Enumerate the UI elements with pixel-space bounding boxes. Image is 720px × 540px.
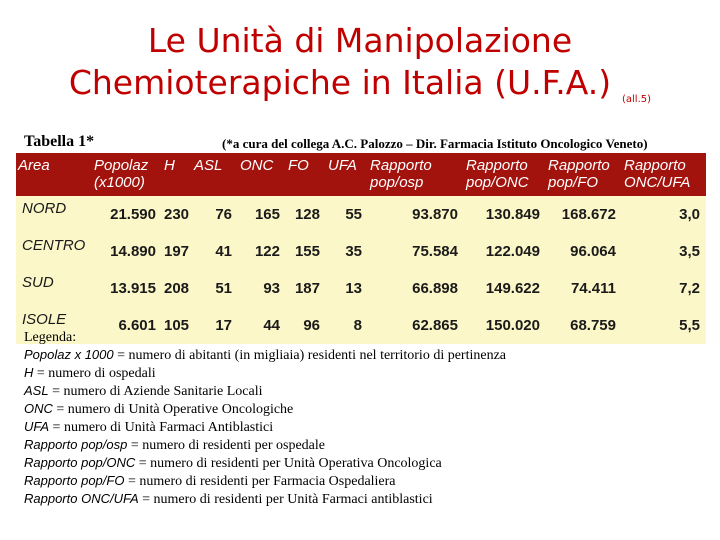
header-h: H	[164, 157, 175, 174]
cell-rapporto-pop-fo: 96.064	[570, 243, 616, 260]
slide-title-line-2: Chemioterapiche in Italia (U.F.A.)	[68, 63, 612, 102]
header-onc: ONC	[240, 157, 274, 174]
slide-title	[0, 20, 720, 104]
legend-desc: = numero di Unità Operative Oncologiche	[52, 402, 294, 417]
cell-area: ISOLE	[22, 311, 67, 328]
cell-rapporto-pop-osp: 66.898	[412, 280, 458, 297]
legend-desc: = numero di residenti per ospedale	[127, 438, 325, 453]
cell-rapporto-onc-ufa: 7,2	[679, 280, 700, 297]
table-caption: Tabella 1*	[24, 133, 95, 150]
cell-popolaz: 6.601	[118, 317, 156, 334]
table-row-sud	[16, 270, 706, 307]
legend-item	[24, 490, 506, 508]
cell-rapporto-pop-onc: 122.049	[485, 243, 540, 260]
legend-desc: = numero di residenti per Farmacia Ospedaliera	[124, 474, 396, 489]
cell-fo: 128	[294, 206, 320, 223]
cell-h: 197	[164, 243, 190, 260]
legend-term: ONC	[24, 401, 53, 416]
cell-ufa: 35	[345, 243, 362, 260]
data-table	[16, 153, 706, 344]
header-popolaz: Popolaz (x1000)	[94, 157, 149, 191]
legend-term: Rapporto pop/osp	[24, 437, 128, 452]
legend-term: UFA	[24, 419, 50, 434]
cell-h: 208	[164, 280, 190, 297]
cell-rapporto-onc-ufa: 3,0	[679, 206, 700, 223]
legend-item	[24, 364, 506, 382]
legend-item	[24, 346, 506, 364]
legend-title: Legenda:	[24, 330, 77, 345]
cell-rapporto-pop-onc: 130.849	[485, 206, 540, 223]
legend	[24, 329, 506, 508]
legend-term: H	[24, 365, 34, 380]
attachment-note: (all.5)	[622, 94, 652, 105]
legend-term: Rapporto pop/ONC	[24, 455, 136, 470]
legend-item	[24, 418, 506, 436]
cell-rapporto-pop-fo: 74.411	[570, 280, 616, 297]
legend-desc: = numero di abitanti (in migliaia) residenti nel territorio di pertinenza	[113, 348, 507, 363]
cell-rapporto-pop-osp: 93.870	[412, 206, 458, 223]
cell-h: 105	[164, 317, 190, 334]
cell-rapporto-pop-osp: 62.865	[412, 317, 458, 334]
cell-h: 230	[164, 206, 190, 223]
table-row-centro	[16, 233, 706, 270]
table-row-nord	[16, 196, 706, 233]
cell-popolaz: 13.915	[110, 280, 156, 297]
data-table-container	[16, 153, 706, 344]
header-fo: FO	[288, 157, 309, 174]
legend-item	[24, 436, 506, 454]
slide-title-line-1: Le Unità di Manipolazione	[147, 21, 573, 60]
legend-term: ASL	[24, 383, 49, 398]
legend-desc: = numero di Aziende Sanitarie Locali	[48, 384, 263, 399]
cell-asl: 41	[215, 243, 232, 260]
cell-rapporto-onc-ufa: 5,5	[679, 317, 700, 334]
cell-rapporto-pop-onc: 149.622	[485, 280, 540, 297]
cell-ufa: 8	[353, 317, 362, 334]
cell-onc: 44	[263, 317, 280, 334]
cell-rapporto-pop-fo: 168.672	[561, 206, 616, 223]
cell-onc: 93	[263, 280, 280, 297]
cell-asl: 17	[215, 317, 232, 334]
cell-fo: 96	[303, 317, 320, 334]
header-ufa: UFA	[328, 157, 357, 174]
legend-item	[24, 382, 506, 400]
cell-ufa: 55	[345, 206, 362, 223]
header-rapporto-onc-ufa: Rapporto ONC/UFA	[624, 157, 691, 191]
cell-area: CENTRO	[22, 237, 86, 254]
header-rapporto-pop-osp: Rapporto pop/osp	[370, 157, 432, 191]
legend-desc: = numero di residenti per Unità Farmaci antiblastici	[138, 492, 433, 507]
cell-asl: 51	[215, 280, 232, 297]
cell-fo: 155	[294, 243, 320, 260]
legend-term: Popolaz x 1000	[24, 347, 114, 362]
legend-item	[24, 472, 506, 490]
cell-rapporto-pop-osp: 75.584	[412, 243, 458, 260]
cell-ufa: 13	[345, 280, 362, 297]
legend-desc: = numero di Unità Farmaci Antiblastici	[49, 420, 274, 435]
cell-onc: 122	[254, 243, 280, 260]
cell-popolaz: 14.890	[110, 243, 156, 260]
cell-rapporto-pop-fo: 68.759	[570, 317, 616, 334]
cell-popolaz: 21.590	[110, 206, 156, 223]
table-header-row	[16, 153, 706, 196]
legend-term: Rapporto pop/FO	[24, 473, 125, 488]
cell-rapporto-onc-ufa: 3,5	[679, 243, 700, 260]
cell-area: SUD	[22, 274, 54, 291]
header-rapporto-pop-fo: Rapporto pop/FO	[548, 157, 610, 191]
legend-item	[24, 400, 506, 418]
cell-asl: 76	[215, 206, 232, 223]
legend-term: Rapporto ONC/UFA	[24, 491, 139, 506]
legend-item	[24, 454, 506, 472]
cell-area: NORD	[22, 200, 67, 217]
header-area: Area	[18, 157, 50, 174]
header-rapporto-pop-onc: Rapporto pop/ONC	[466, 157, 529, 191]
header-asl: ASL	[194, 157, 223, 174]
cell-fo: 187	[294, 280, 320, 297]
cell-rapporto-pop-onc: 150.020	[485, 317, 540, 334]
cell-onc: 165	[254, 206, 280, 223]
legend-desc: = numero di ospedali	[33, 366, 156, 381]
legend-desc: = numero di residenti per Unità Operativa Oncologica	[135, 456, 442, 471]
table-source-note: (*a cura del collega A.C. Palozzo – Dir. Farmacia Istituto Oncologico Veneto)	[222, 136, 648, 151]
